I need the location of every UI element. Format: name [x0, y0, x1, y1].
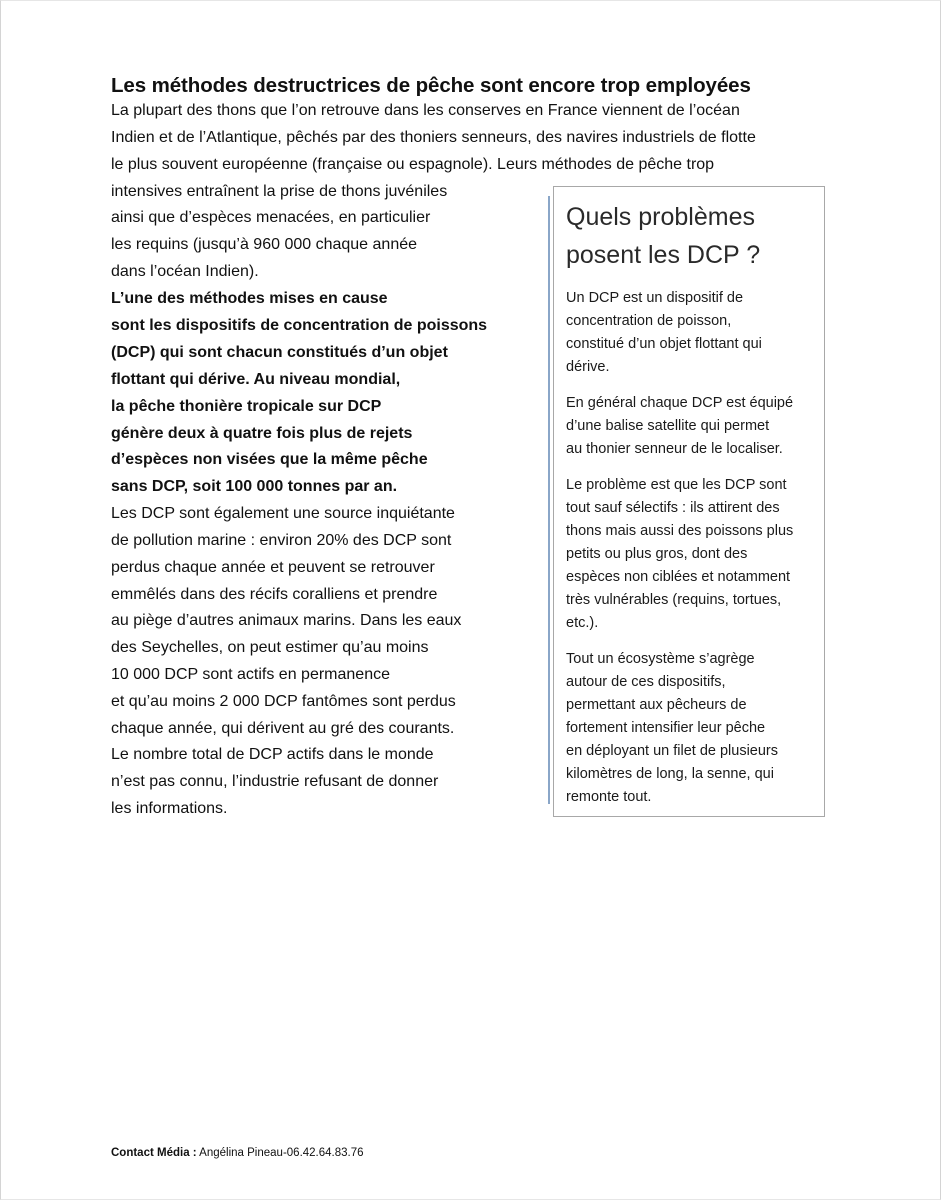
contact-label: Contact Média :: [111, 1147, 197, 1159]
sidebar-line: Le problème est que les DCP sont: [566, 477, 787, 493]
sidebar-line: petits ou plus gros, dont des: [566, 546, 748, 562]
body-line: Indien et de l’Atlantique, pêchés par des thoniers senneurs, des navires industriels de flotte: [111, 129, 756, 146]
sidebar-line: remonte tout.: [566, 789, 652, 805]
body-line: et qu’au moins 2 000 DCP fantômes sont perdus: [111, 693, 456, 710]
sidebar-line: dérive.: [566, 359, 610, 375]
body-line: intensives entraînent la prise de thons juvéniles: [111, 183, 448, 200]
sidebar-line: tout sauf sélectifs : ils attirent des: [566, 500, 780, 516]
body-line: de pollution marine : environ 20% des DCP sont: [111, 532, 452, 549]
body-line-emphasis: sans DCP, soit 100 000 tonnes par an.: [111, 478, 398, 495]
sidebar-line: au thonier senneur de le localiser.: [566, 441, 783, 457]
body-line: n’est pas connu, l’industrie refusant de donner: [111, 773, 439, 790]
body-line: les requins (jusqu’à 960 000 chaque année: [111, 236, 418, 253]
body-line: Le nombre total de DCP actifs dans le monde: [111, 746, 434, 763]
contact-footer: [111, 1145, 364, 1161]
body-line: dans l’océan Indien).: [111, 263, 259, 280]
sidebar-line: Tout un écosystème s’agrège: [566, 651, 755, 667]
body-line: La plupart des thons que l’on retrouve dans les conserves en France viennent de l’océan: [111, 102, 740, 119]
sidebar-line: kilomètres de long, la senne, qui: [566, 766, 774, 782]
body-line: ainsi que d’espèces menacées, en particulier: [111, 209, 431, 226]
body-line-emphasis: génère deux à quatre fois plus de rejets: [111, 425, 413, 442]
body-line-emphasis: L’une des méthodes mises en cause: [111, 290, 388, 307]
sidebar-line: concentration de poisson,: [566, 313, 732, 329]
body-line: chaque année, qui dérivent au gré des courants.: [111, 720, 455, 737]
body-line: le plus souvent européenne (française ou espagnole). Leurs méthodes de pêche trop: [111, 156, 715, 173]
sidebar-line: etc.).: [566, 615, 599, 631]
body-line-emphasis: (DCP) qui sont chacun constitués d’un objet: [111, 344, 448, 361]
contact-value: Angélina Pineau-06.42.64.83.76: [196, 1147, 364, 1159]
body-line: les informations.: [111, 800, 228, 817]
body-line: au piège d’autres animaux marins. Dans les eaux: [111, 612, 462, 629]
sidebar-line: autour de ces dispositifs,: [566, 674, 726, 690]
sidebar-line: thons mais aussi des poissons plus: [566, 523, 794, 539]
sidebar-line: espèces non ciblées et notamment: [566, 569, 791, 585]
body-line: des Seychelles, on peut estimer qu’au moins: [111, 639, 429, 656]
body-line: Les DCP sont également une source inquiétante: [111, 505, 455, 522]
article-title: Les méthodes destructrices de pêche sont encore trop employées: [111, 74, 751, 97]
sidebar-line: Un DCP est un dispositif de: [566, 290, 744, 306]
sidebar-line: fortement intensifier leur pêche: [566, 720, 766, 736]
body-line: perdus chaque année et peuvent se retrouver: [111, 559, 435, 576]
sidebar-accent-bar: [548, 196, 550, 804]
sidebar-line: En général chaque DCP est équipé: [566, 395, 794, 411]
body-line-emphasis: sont les dispositifs de concentration de poissons: [111, 317, 488, 334]
sidebar-line: permettant aux pêcheurs de: [566, 697, 747, 713]
body-line: emmêlés dans des récifs coralliens et prendre: [111, 586, 438, 603]
sidebar-line: constitué d’un objet flottant qui: [566, 336, 762, 352]
body-line-emphasis: la pêche thonière tropicale sur DCP: [111, 398, 382, 415]
sidebar-title: Quels problèmes: [566, 203, 755, 231]
sidebar-line: très vulnérables (requins, tortues,: [566, 592, 782, 608]
body-line: 10 000 DCP sont actifs en permanence: [111, 666, 390, 683]
sidebar-line: d’une balise satellite qui permet: [566, 418, 770, 434]
sidebar-line: en déployant un filet de plusieurs: [566, 743, 779, 759]
body-line-emphasis: d’espèces non visées que la même pêche: [111, 451, 428, 468]
body-line-emphasis: flottant qui dérive. Au niveau mondial,: [111, 371, 401, 388]
sidebar-title: posent les DCP ?: [566, 241, 761, 269]
